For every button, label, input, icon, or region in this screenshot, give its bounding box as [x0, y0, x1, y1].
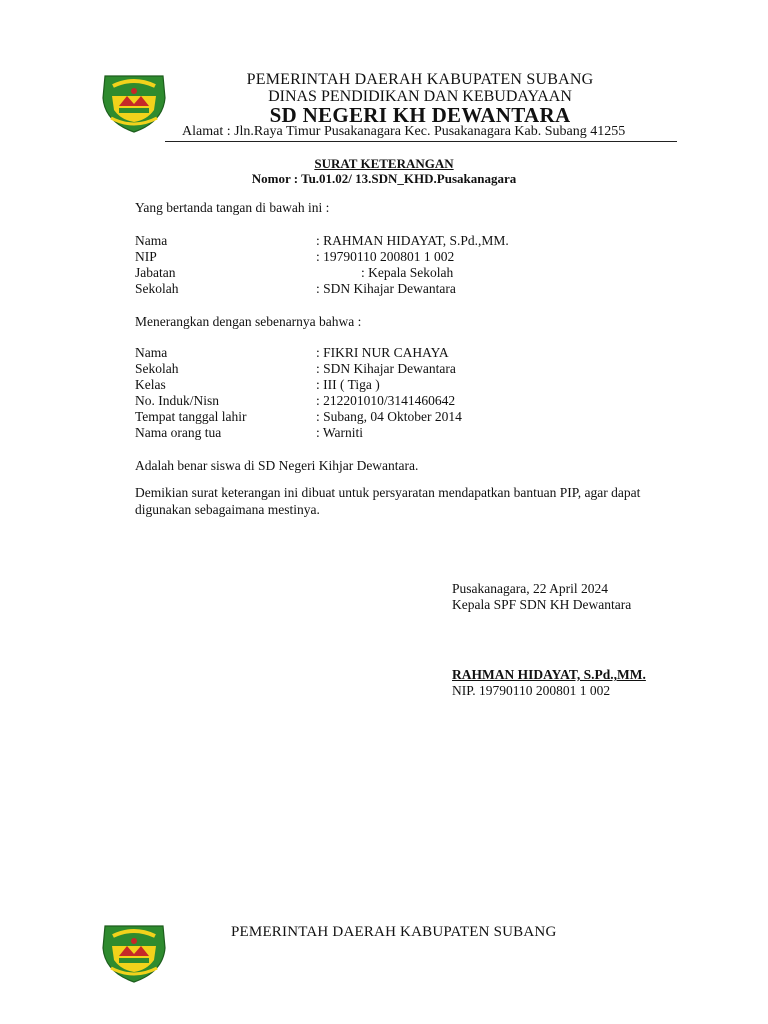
signature-position: Kepala SPF SDN KH Dewantara — [452, 597, 632, 612]
field-label: Kelas — [135, 377, 166, 392]
emblem-graphic — [97, 922, 171, 986]
field-value: : Kepala Sekolah — [361, 265, 454, 280]
field-label: No. Induk/Nisn — [135, 393, 219, 408]
signature-name: RAHMAN HIDAYAT, S.Pd.,MM. — [452, 667, 646, 682]
closing-paragraph: Demikian surat keterangan ini dibuat untuk persyaratan mendapatkan bantuan PIP, agar dapat digunakan sebagaimana mestinya. — [135, 485, 641, 517]
field-label: Nama orang tua — [135, 425, 222, 440]
statement-text: Menerangkan dengan sebenarnya bahwa : — [135, 314, 362, 329]
field-value: : SDN Kihajar Dewantara — [316, 361, 456, 376]
letterhead-address: Alamat : Jln.Raya Timur Pusakanagara Kec. Pusakanagara Kab. Subang 41255 — [182, 124, 626, 139]
letterhead-school-name: SD NEGERI KH DEWANTARA — [269, 103, 571, 127]
signature-nip: NIP. 19790110 200801 1 002 — [452, 683, 611, 698]
next-page-letterhead-line-1: PEMERINTAH DAERAH KABUPATEN SUBANG — [231, 924, 557, 940]
field-label: Nama — [135, 233, 168, 248]
field-label: Sekolah — [135, 281, 179, 296]
letterhead-line-1: PEMERINTAH DAERAH KABUPATEN SUBANG — [246, 71, 594, 88]
field-value: : Warniti — [316, 425, 364, 440]
field-value: : III ( Tiga ) — [316, 377, 380, 392]
letter-title: SURAT KETERANGAN — [314, 156, 454, 171]
letterhead-line-2: DINAS PENDIDIKAN DAN KEBUDAYAAN — [268, 88, 572, 105]
field-label: Jabatan — [135, 265, 176, 280]
letterhead-divider — [165, 141, 677, 142]
field-label: Tempat tanggal lahir — [135, 409, 247, 424]
field-value: : FIKRI NUR CAHAYA — [316, 345, 449, 360]
field-value: : RAHMAN HIDAYAT, S.Pd.,MM. — [316, 233, 509, 248]
subang-emblem-icon — [97, 922, 171, 986]
confirmation-text: Adalah benar siswa di SD Negeri Kihjar Dewantara. — [135, 458, 419, 473]
signature-place-date: Pusakanagara, 22 April 2024 — [452, 581, 608, 596]
field-label: Sekolah — [135, 361, 179, 376]
letter-number: Nomor : Tu.01.02/ 13.SDN_KHD.Pusakanagara — [251, 171, 517, 186]
field-value: : 212201010/3141460642 — [316, 393, 456, 408]
field-value: : Subang, 04 Oktober 2014 — [316, 409, 462, 424]
field-label: NIP — [135, 249, 157, 264]
field-label: Nama — [135, 345, 168, 360]
field-value: : SDN Kihajar Dewantara — [316, 281, 456, 296]
intro-text: Yang bertanda tangan di bawah ini : — [135, 200, 330, 215]
field-value: : 19790110 200801 1 002 — [316, 249, 455, 264]
